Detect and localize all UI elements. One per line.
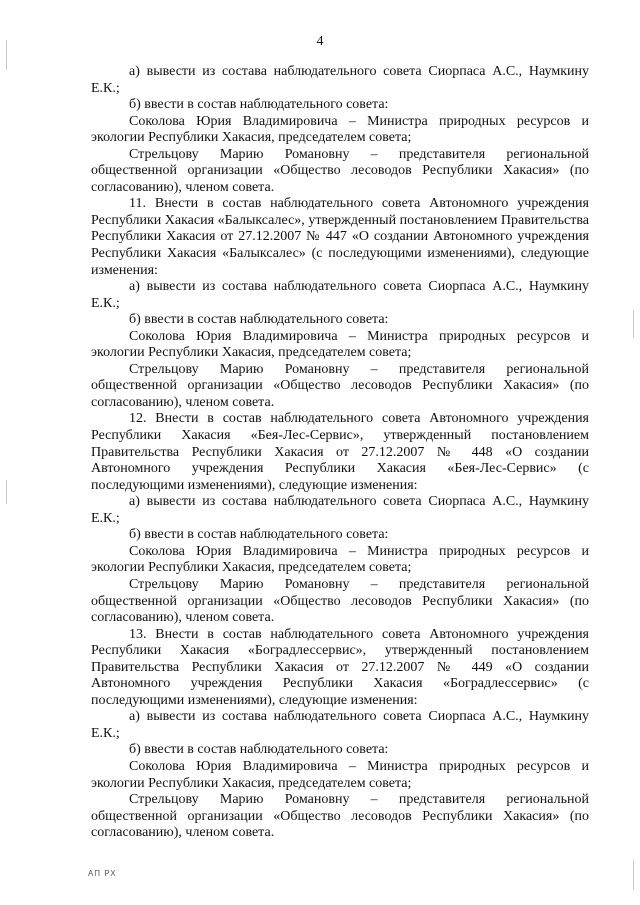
paragraph-11: а) вывести из состава наблюдательного совета Сиорпаса А.С., Наумкину Е.К.; [91, 494, 589, 526]
paragraph-13: Соколова Юрия Владимировича – Министра природных ресурсов и экологии Республики Хакасия, председателем совета; [91, 543, 589, 576]
paragraph-9: Стрельцову Марию Романовну – представителя региональной общественной организации «Общество лесоводов Республики Хакасия» (по согласованию), членом совета. [91, 361, 589, 410]
paragraph-1: а) вывести из состава наблюдательного совета Сиорпаса А.С., Наумкину Е.К.; [91, 64, 589, 96]
scan-edge-mark [6, 480, 7, 504]
scan-edge-mark [6, 40, 7, 70]
paragraph-6: а) вывести из состава наблюдательного совета Сиорпаса А.С., Наумкину Е.К.; [91, 279, 589, 311]
footer-code: АП РХ [88, 869, 117, 878]
paragraph-3: Соколова Юрия Владимировича – Министра природных ресурсов и экологии Республики Хакасия, председателем совета; [91, 113, 589, 146]
page-number: 4 [316, 34, 324, 49]
scan-edge-mark [633, 860, 634, 890]
paragraph-16: а) вывести из состава наблюдательного совета Сиорпаса А.С., Наумкину Е.К.; [91, 709, 589, 741]
paragraph-2: б) ввести в состав наблюдательного совета: [129, 97, 389, 113]
paragraph-12: б) ввести в состав наблюдательного совета: [129, 527, 389, 543]
paragraph-17: б) ввести в состав наблюдательного совета: [129, 742, 389, 758]
paragraph-7: б) ввести в состав наблюдательного совета: [129, 312, 389, 328]
paragraph-18: Соколова Юрия Владимировича – Министра природных ресурсов и экологии Республики Хакасия, председателем совета; [91, 758, 589, 791]
paragraph-5: 11. Внести в состав наблюдательного совета Автономного учреждения Республики Хакасия «Балыксалес», утвержденный постановлением Правительства Республики Хакасия от 27.12.2007 № 447 «О создании Автономного учреждения Республики Хакасия «Балыксалес» (с последующими изменениями), следующие изменения: [91, 196, 589, 278]
paragraph-14: Стрельцову Марию Романовну – представителя региональной общественной организации «Общество лесоводов Республики Хакасия» (по согласованию), членом совета. [91, 576, 589, 626]
paragraph-8: Соколова Юрия Владимировича – Министра природных ресурсов и экологии Республики Хакасия, председателем совета; [91, 328, 589, 361]
paragraph-4: Стрельцову Марию Романовну – представителя региональной общественной организации «Общество лесоводов Республики Хакасия» (по согласованию), членом совета. [91, 146, 589, 195]
paragraph-19: Стрельцову Марию Романовну – представителя региональной общественной организации «Общество лесоводов Республики Хакасия» (по согласованию), членом совета. [91, 792, 589, 841]
scan-edge-mark [633, 310, 634, 338]
paragraph-10: 12. Внести в состав наблюдательного совета Автономного учреждения Республики Хакасия «Бея-Лес-Сервис», утвержденный постановлением Правительства Республики Хакасия от 27.12.2007 № 448 «О создании Автономного учреждения Республики Хакасия «Бея-Лес-Сервис» (с последующими изменениями), следующие изменения: [91, 411, 589, 493]
document-body [91, 64, 589, 842]
paragraph-15: 13. Внести в состав наблюдательного совета Автономного учреждения Республики Хакасия «Боградлессервис», утвержденный постановлением Правительства Республики Хакасия от 27.12.2007 № 449 «О создании Автономного учреждения Республики Хакасия «Боградлессервис» (с последующими изменениями), следующие изменения: [91, 626, 589, 708]
